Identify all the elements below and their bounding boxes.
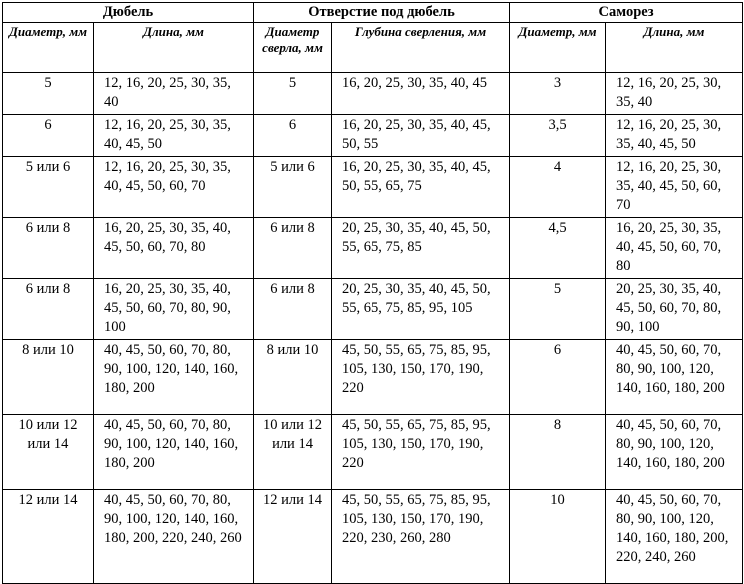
cell-drill-diameter: 6 или 8 [254,279,332,340]
cell-dowel-diameter: 12 или 14 [3,490,94,584]
cell-screw-length: 12, 16, 20, 25, 30, 35, 40, 45, 50, 60, 70 [606,157,743,218]
cell-drill-diameter: 12 или 14 [254,490,332,584]
cell-screw-length: 40, 45, 50, 60, 70, 80, 90, 100, 120, 140, 160, 180, 200 [606,340,743,415]
cell-screw-diameter: 4 [510,157,606,218]
cell-dowel-diameter: 10 или 12 или 14 [3,415,94,490]
cell-drill-diameter: 10 или 12 или 14 [254,415,332,490]
cell-dowel-length: 12, 16, 20, 25, 30, 35, 40, 45, 50 [94,115,254,157]
cell-drill-depth: 45, 50, 55, 65, 75, 85, 95, 105, 130, 150, 170, 190, 220 [332,415,510,490]
col-drill-depth: Глубина сверления, мм [332,23,510,73]
cell-drill-diameter: 6 [254,115,332,157]
col-dowel-diameter: Диаметр, мм [3,23,94,73]
cell-dowel-length: 12, 16, 20, 25, 30, 35, 40 [94,73,254,115]
cell-drill-depth: 16, 20, 25, 30, 35, 40, 45 [332,73,510,115]
table-row [3,340,743,415]
cell-dowel-length: 12, 16, 20, 25, 30, 35, 40, 45, 50, 60, 70 [94,157,254,218]
cell-dowel-length: 40, 45, 50, 60, 70, 80, 90, 100, 120, 140, 160, 180, 200 [94,340,254,415]
cell-drill-diameter: 8 или 10 [254,340,332,415]
table-row [3,73,743,115]
cell-dowel-length: 16, 20, 25, 30, 35, 40, 45, 50, 60, 70, 80, 90, 100 [94,279,254,340]
group-header-dowel: Дюбель [3,3,254,23]
cell-drill-diameter: 5 или 6 [254,157,332,218]
group-header-screw: Саморез [510,3,743,23]
cell-dowel-length: 40, 45, 50, 60, 70, 80, 90, 100, 120, 140, 160, 180, 200, 220, 240, 260 [94,490,254,584]
cell-screw-diameter: 8 [510,415,606,490]
cell-dowel-diameter: 8 или 10 [3,340,94,415]
table-row [3,157,743,218]
cell-dowel-length: 40, 45, 50, 60, 70, 80, 90, 100, 120, 140, 160, 180, 200 [94,415,254,490]
cell-screw-length: 12, 16, 20, 25, 30, 35, 40, 45, 50 [606,115,743,157]
cell-drill-depth: 20, 25, 30, 35, 40, 45, 50, 55, 65, 75, 85 [332,218,510,279]
column-header-row [3,23,743,73]
cell-screw-length: 40, 45, 50, 60, 70, 80, 90, 100, 120, 140, 160, 180, 200 [606,415,743,490]
cell-dowel-diameter: 5 или 6 [3,157,94,218]
cell-dowel-diameter: 6 или 8 [3,279,94,340]
group-header-hole: Отверстие под дюбель [254,3,510,23]
cell-screw-diameter: 5 [510,279,606,340]
table-row [3,115,743,157]
cell-screw-diameter: 3,5 [510,115,606,157]
cell-screw-diameter: 4,5 [510,218,606,279]
cell-drill-diameter: 6 или 8 [254,218,332,279]
col-screw-length: Длина, мм [606,23,743,73]
cell-screw-length: 16, 20, 25, 30, 35, 40, 45, 50, 60, 70, 80 [606,218,743,279]
cell-dowel-diameter: 5 [3,73,94,115]
cell-drill-depth: 45, 50, 55, 65, 75, 85, 95, 105, 130, 150, 170, 190, 220, 230, 260, 280 [332,490,510,584]
table-row [3,218,743,279]
cell-dowel-diameter: 6 или 8 [3,218,94,279]
cell-dowel-length: 16, 20, 25, 30, 35, 40, 45, 50, 60, 70, 80 [94,218,254,279]
cell-screw-length: 20, 25, 30, 35, 40, 45, 50, 60, 70, 80, 90, 100 [606,279,743,340]
cell-drill-depth: 16, 20, 25, 30, 35, 40, 45, 50, 55, 65, 75 [332,157,510,218]
table-row [3,415,743,490]
col-drill-diameter: Диаметр сверла, мм [254,23,332,73]
cell-drill-depth: 20, 25, 30, 35, 40, 45, 50, 55, 65, 75, 85, 95, 105 [332,279,510,340]
cell-screw-length: 12, 16, 20, 25, 30, 35, 40 [606,73,743,115]
table-row [3,279,743,340]
cell-screw-diameter: 3 [510,73,606,115]
table-row [3,490,743,584]
cell-drill-depth: 45, 50, 55, 65, 75, 85, 95, 105, 130, 150, 170, 190, 220 [332,340,510,415]
cell-drill-depth: 16, 20, 25, 30, 35, 40, 45, 50, 55 [332,115,510,157]
col-dowel-length: Длина, мм [94,23,254,73]
group-header-row [3,3,743,23]
col-screw-diameter: Диаметр, мм [510,23,606,73]
cell-screw-diameter: 10 [510,490,606,584]
cell-drill-diameter: 5 [254,73,332,115]
cell-screw-diameter: 6 [510,340,606,415]
fastener-table [2,2,743,584]
cell-screw-length: 40, 45, 50, 60, 70, 80, 90, 100, 120, 140, 160, 180, 200, 220, 240, 260 [606,490,743,584]
cell-dowel-diameter: 6 [3,115,94,157]
